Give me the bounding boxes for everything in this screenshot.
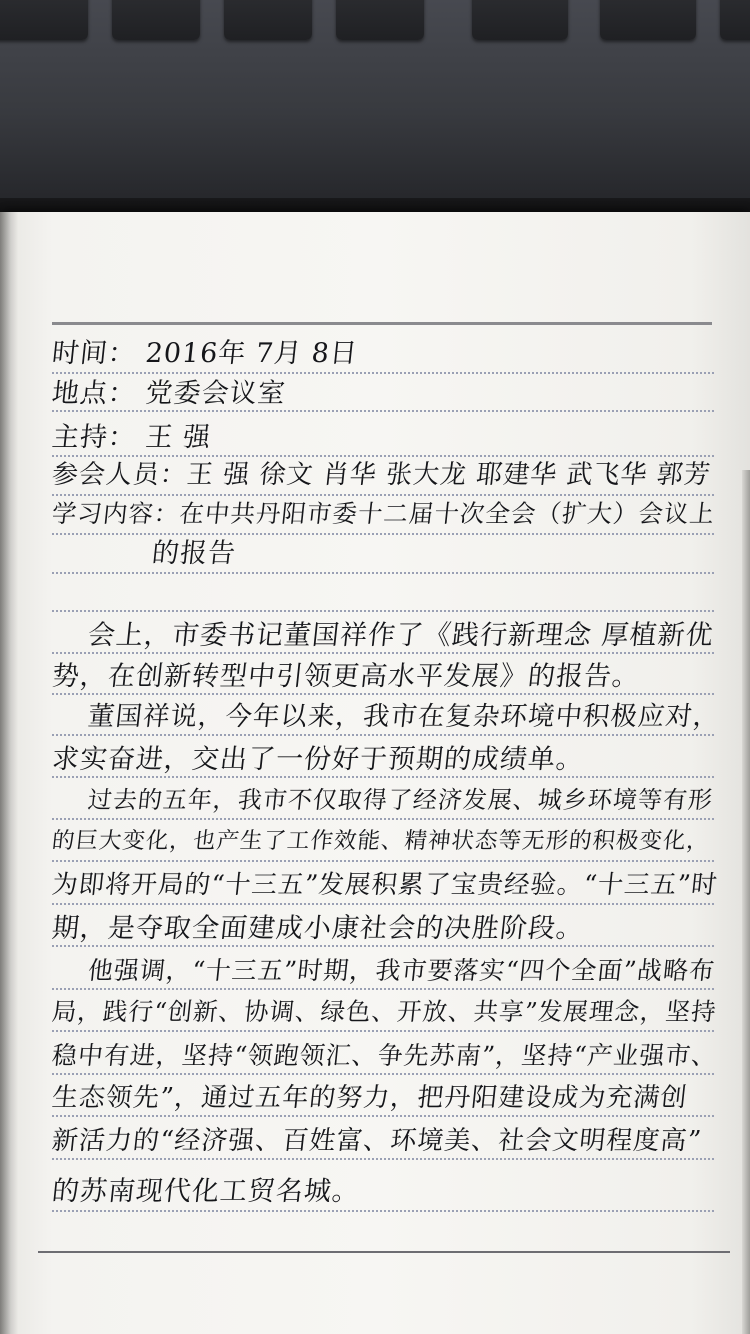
body-line: 势，在创新转型中引领更高水平发展》的报告。: [50, 661, 642, 692]
body-line: 稳中有进，坚持“领跑领汇、争先苏南”，坚持“产业强市、: [50, 1041, 719, 1070]
body-line: 会上，市委书记董国祥作了《践行新理念 厚植新优: [86, 620, 716, 651]
body-line: 过去的五年，我市不仅取得了经济发展、城乡环境等有形: [86, 786, 715, 814]
body-line: 的苏南现代化工贸名城。: [50, 1176, 362, 1207]
place-line: 地点： 党委会议室: [50, 378, 288, 409]
body-line: 的巨大变化，也产生了工作效能、精神状态等无形的积极变化，: [50, 828, 712, 854]
body-line: 局，践行“创新、协调、绿色、开放、共享”发展理念，坚持: [50, 997, 719, 1026]
body-line: 新活力的“经济强、百姓富、环境美、社会文明程度高”: [50, 1126, 704, 1156]
body-line: 求实奋进，交出了一份好于预期的成绩单。: [50, 744, 586, 775]
host-line: 主持： 王 强: [50, 422, 213, 453]
body-line: 生态领先”，通过五年的努力，把丹阳建设成为充满创: [50, 1083, 689, 1113]
attendees-line: 参会人员：王 强 徐文 肖华 张大龙 耶建华 武飞华 郭芳: [50, 460, 713, 490]
content-line-2: 的报告: [150, 538, 238, 569]
body-line: 为即将开局的“十三五”发展积累了宝贵经验。“十三五”时: [50, 870, 720, 900]
time-line: 时间： 2016年 7月 8日: [50, 338, 360, 369]
content-line-1: 学习内容：在中共丹阳市委十二届十次全会（扩大）会议上: [50, 499, 717, 528]
body-line: 董国祥说，今年以来，我市在复杂环境中积极应对，: [86, 701, 723, 732]
body-line: 他强调，“十三五”时期，我市要落实“四个全面”战略布: [86, 956, 717, 985]
body-line: 期，是夺取全面建成小康社会的决胜阶段。: [50, 913, 586, 944]
